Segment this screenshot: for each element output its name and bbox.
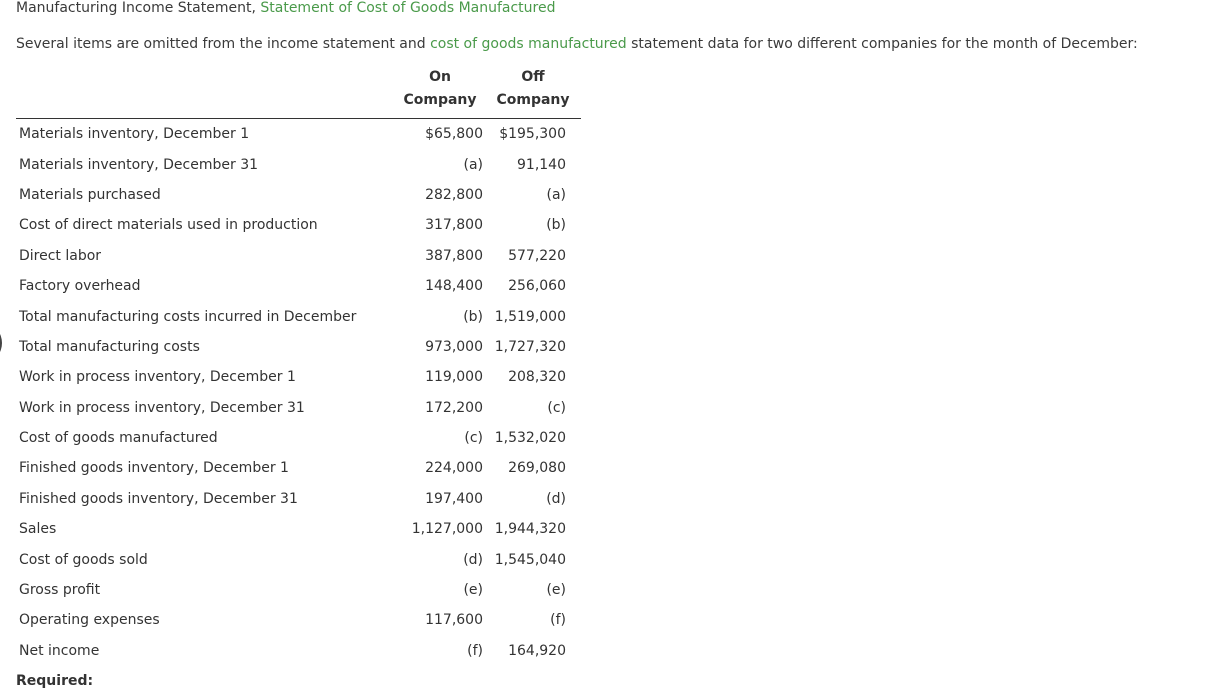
row-label: Operating expenses xyxy=(19,612,160,629)
on-company-value: 282,800 xyxy=(425,186,483,203)
row-label: Work in process inventory, December 31 xyxy=(19,399,305,416)
page-title xyxy=(16,0,556,17)
intro-after: statement data for two different companies for the month of December: xyxy=(626,36,1138,52)
off-company-value: (f) xyxy=(550,612,566,629)
on-company-value: (e) xyxy=(463,582,483,599)
off-company-value: 164,920 xyxy=(508,642,566,659)
on-company-value: $65,800 xyxy=(425,126,483,143)
table-row xyxy=(16,271,581,301)
header-on-company xyxy=(395,64,485,119)
on-company-value: 1,127,000 xyxy=(411,521,483,538)
on-company-value: 197,400 xyxy=(425,490,483,507)
row-label: Factory overhead xyxy=(19,278,141,295)
table-row xyxy=(16,180,581,210)
table-row xyxy=(16,453,581,483)
table-row xyxy=(16,484,581,514)
row-label: Net income xyxy=(19,642,100,659)
on-company-value: (a) xyxy=(463,156,483,173)
table-row xyxy=(16,544,581,574)
circle-marker xyxy=(0,325,2,361)
header-off-line2: Company xyxy=(496,92,570,108)
table-row xyxy=(16,605,581,635)
row-label: Sales xyxy=(19,521,57,538)
on-company-value: 973,000 xyxy=(425,338,483,355)
row-label: Cost of goods manufactured xyxy=(19,430,218,447)
header-on-line2: Company xyxy=(403,92,477,108)
off-company-value: (e) xyxy=(546,582,566,599)
row-label: Total manufacturing costs xyxy=(19,338,200,355)
on-company-value: 119,000 xyxy=(425,369,483,386)
title-prefix: Manufacturing Income Statement, xyxy=(16,0,261,16)
row-label: Materials inventory, December 31 xyxy=(19,156,259,173)
row-label: Materials inventory, December 1 xyxy=(19,126,250,143)
off-company-value: (b) xyxy=(546,217,566,234)
off-company-value: 1,532,020 xyxy=(494,430,566,447)
table-row xyxy=(16,636,581,666)
row-label: Direct labor xyxy=(19,247,102,264)
table-row xyxy=(16,575,581,605)
header-on-line1: On xyxy=(429,69,451,85)
off-company-value: (c) xyxy=(547,399,566,416)
table-row xyxy=(16,241,581,271)
on-company-value: 317,800 xyxy=(425,217,483,234)
off-company-value: 1,519,000 xyxy=(494,308,566,325)
on-company-value: (d) xyxy=(463,551,483,568)
off-company-value: 91,140 xyxy=(517,156,566,173)
on-company-value: 148,400 xyxy=(425,278,483,295)
table-row xyxy=(16,514,581,544)
off-company-value: 577,220 xyxy=(508,247,566,264)
table-row xyxy=(16,119,581,150)
off-company-value: 269,080 xyxy=(508,460,566,477)
row-label: Cost of direct materials used in production xyxy=(19,217,318,234)
intro-paragraph xyxy=(16,36,1138,53)
off-company-value: 1,944,320 xyxy=(494,521,566,538)
table-row xyxy=(16,301,581,331)
row-label: Gross profit xyxy=(19,582,101,599)
off-company-value: 1,727,320 xyxy=(494,338,566,355)
table-row xyxy=(16,210,581,240)
row-label: Materials purchased xyxy=(19,186,161,203)
on-company-value: (c) xyxy=(464,430,483,447)
header-label-cell xyxy=(16,64,395,119)
required-heading: Required: xyxy=(16,673,94,689)
on-company-value: 387,800 xyxy=(425,247,483,264)
company-data-table xyxy=(16,64,581,666)
row-label: Cost of goods sold xyxy=(19,551,148,568)
on-company-value: (f) xyxy=(467,642,483,659)
row-label: Finished goods inventory, December 31 xyxy=(19,490,298,507)
on-company-value: (b) xyxy=(463,308,483,325)
off-company-value: (d) xyxy=(546,490,566,507)
on-company-value: 172,200 xyxy=(425,399,483,416)
table-row xyxy=(16,423,581,453)
title-link[interactable]: Statement of Cost of Goods Manufactured xyxy=(260,0,556,16)
row-label: Total manufacturing costs incurred in December xyxy=(19,308,357,325)
table-row xyxy=(16,149,581,179)
row-label: Finished goods inventory, December 1 xyxy=(19,460,289,477)
off-company-value: $195,300 xyxy=(499,126,566,143)
table-row xyxy=(16,362,581,392)
header-off-company xyxy=(485,64,581,119)
off-company-value: 1,545,040 xyxy=(494,551,566,568)
header-off-line1: Off xyxy=(521,69,545,85)
on-company-value: 224,000 xyxy=(425,460,483,477)
table-row xyxy=(16,393,581,423)
row-label: Work in process inventory, December 1 xyxy=(19,369,296,386)
table-row xyxy=(16,332,581,362)
table-body xyxy=(16,119,581,667)
table-header-row xyxy=(16,64,581,119)
intro-link[interactable]: cost of goods manufactured xyxy=(430,36,627,52)
off-company-value: 208,320 xyxy=(508,369,566,386)
off-company-value: (a) xyxy=(546,186,566,203)
on-company-value: 117,600 xyxy=(425,612,483,629)
off-company-value: 256,060 xyxy=(508,278,566,295)
intro-before: Several items are omitted from the income statement and xyxy=(16,36,431,52)
